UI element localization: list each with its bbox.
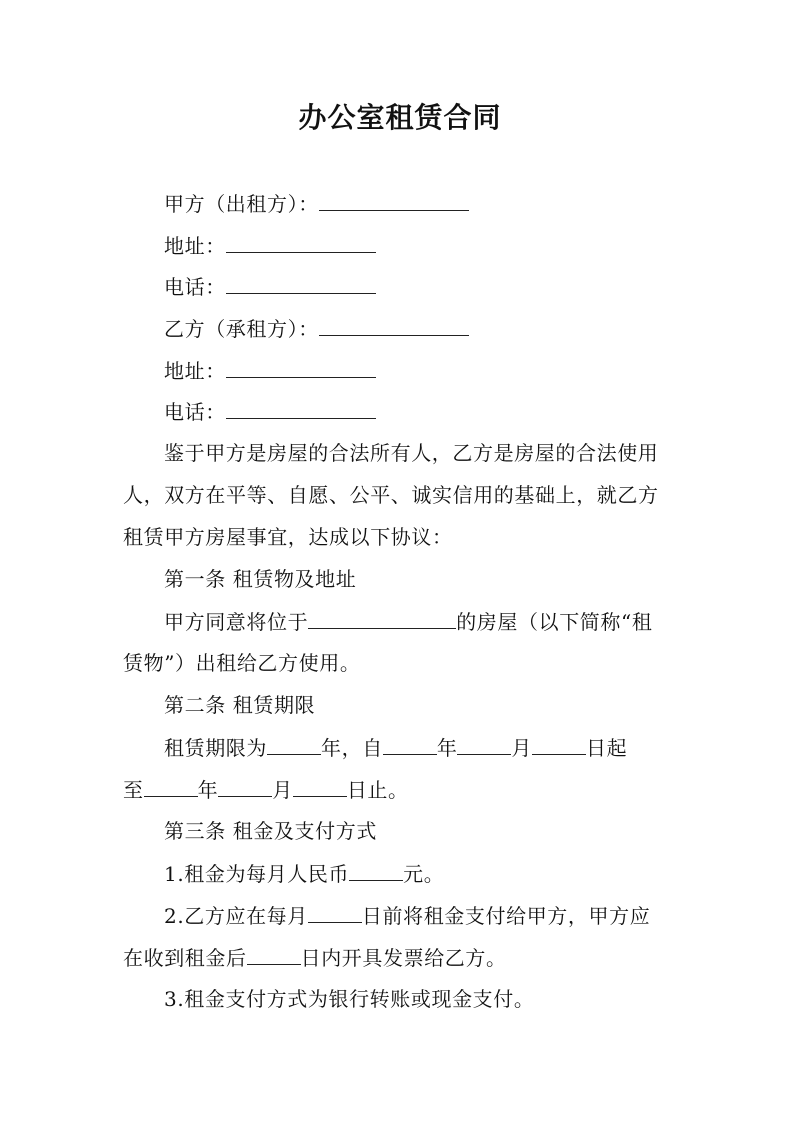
party-b-address-label: 地址： bbox=[164, 359, 226, 383]
rent-amount-suffix: 元。 bbox=[403, 862, 445, 886]
end-month-label: 月 bbox=[272, 778, 293, 802]
article-3-item-1 bbox=[164, 860, 444, 887]
party-a-line bbox=[164, 190, 469, 217]
term-prefix: 租赁期限为 bbox=[164, 736, 267, 760]
article-3-item-3: 3.租金支付方式为银行转账或现金支付。 bbox=[164, 987, 535, 1011]
document-title: 办公室租赁合同 bbox=[298, 101, 502, 134]
end-month-blank bbox=[218, 776, 272, 797]
term-years-blank bbox=[267, 734, 321, 755]
party-b-label: 乙方（承租方）： bbox=[164, 317, 319, 341]
start-day-label: 日起 bbox=[586, 736, 628, 760]
article-1-suffix: 的房屋（以下简称“租 bbox=[456, 610, 653, 634]
article-1-prefix: 甲方同意将位于 bbox=[164, 610, 309, 634]
party-a-label: 甲方（出租方）： bbox=[164, 192, 319, 216]
party-b-phone-line bbox=[164, 398, 376, 425]
article-1-heading: 第一条 租赁物及地址 bbox=[164, 567, 357, 591]
party-b-line bbox=[164, 315, 469, 342]
article-3-item-2-line-2 bbox=[123, 944, 507, 971]
party-b-phone-blank bbox=[226, 398, 376, 419]
start-year-label: 年 bbox=[436, 736, 458, 760]
start-month-label: 月 bbox=[511, 736, 533, 760]
invoice-days-prefix: 在收到租金后 bbox=[123, 946, 247, 970]
party-b-phone-label: 电话： bbox=[164, 400, 226, 424]
start-month-blank bbox=[457, 734, 511, 755]
end-year-label: 年 bbox=[197, 778, 219, 802]
article-3-item-2-line-1 bbox=[164, 902, 650, 929]
end-year-blank bbox=[144, 776, 198, 797]
preamble-line-2: 人，双方在平等、自愿、公平、诚实信用的基础上，就乙方 bbox=[123, 483, 659, 507]
preamble-line-3: 租赁甲方房屋事宜，达成以下协议： bbox=[123, 525, 453, 549]
party-a-phone-label: 电话： bbox=[164, 275, 226, 299]
party-a-phone-line bbox=[164, 273, 376, 300]
payment-day-blank bbox=[308, 902, 362, 923]
start-year-blank bbox=[383, 734, 437, 755]
article-1-paragraph-line-2: 赁物”）出租给乙方使用。 bbox=[123, 651, 361, 675]
party-a-address-label: 地址： bbox=[164, 234, 226, 258]
start-day-blank bbox=[532, 734, 586, 755]
invoice-days-blank bbox=[247, 944, 301, 965]
term-to-label: 至 bbox=[123, 778, 144, 802]
article-2-term-line-1 bbox=[164, 734, 627, 761]
end-day-blank bbox=[293, 776, 347, 797]
party-b-address-line bbox=[164, 357, 376, 384]
preamble-line-1: 鉴于甲方是房屋的合法所有人，乙方是房屋的合法使用 bbox=[164, 441, 659, 465]
end-day-label: 日止。 bbox=[346, 778, 409, 802]
invoice-days-suffix: 日内开具发票给乙方。 bbox=[300, 946, 507, 970]
party-b-address-blank bbox=[226, 357, 376, 378]
article-2-term-line-2 bbox=[123, 776, 409, 803]
article-2-heading: 第二条 租赁期限 bbox=[164, 693, 316, 717]
party-a-address-line bbox=[164, 232, 376, 259]
article-3-heading: 第三条 租金及支付方式 bbox=[164, 819, 377, 843]
party-a-phone-blank bbox=[226, 273, 376, 294]
party-a-address-blank bbox=[226, 232, 376, 253]
rent-amount-blank bbox=[349, 860, 403, 881]
party-b-blank bbox=[319, 315, 469, 336]
payment-day-prefix: 2.乙方应在每月 bbox=[164, 904, 308, 928]
payment-day-suffix: 日前将租金支付给甲方，甲方应 bbox=[361, 904, 651, 928]
rent-amount-prefix: 1.租金为每月人民币 bbox=[164, 862, 350, 886]
property-location-blank bbox=[308, 608, 456, 629]
article-1-paragraph-line-1 bbox=[164, 608, 652, 635]
party-a-blank bbox=[319, 190, 469, 211]
term-year-from-label: 年，自 bbox=[321, 736, 383, 760]
